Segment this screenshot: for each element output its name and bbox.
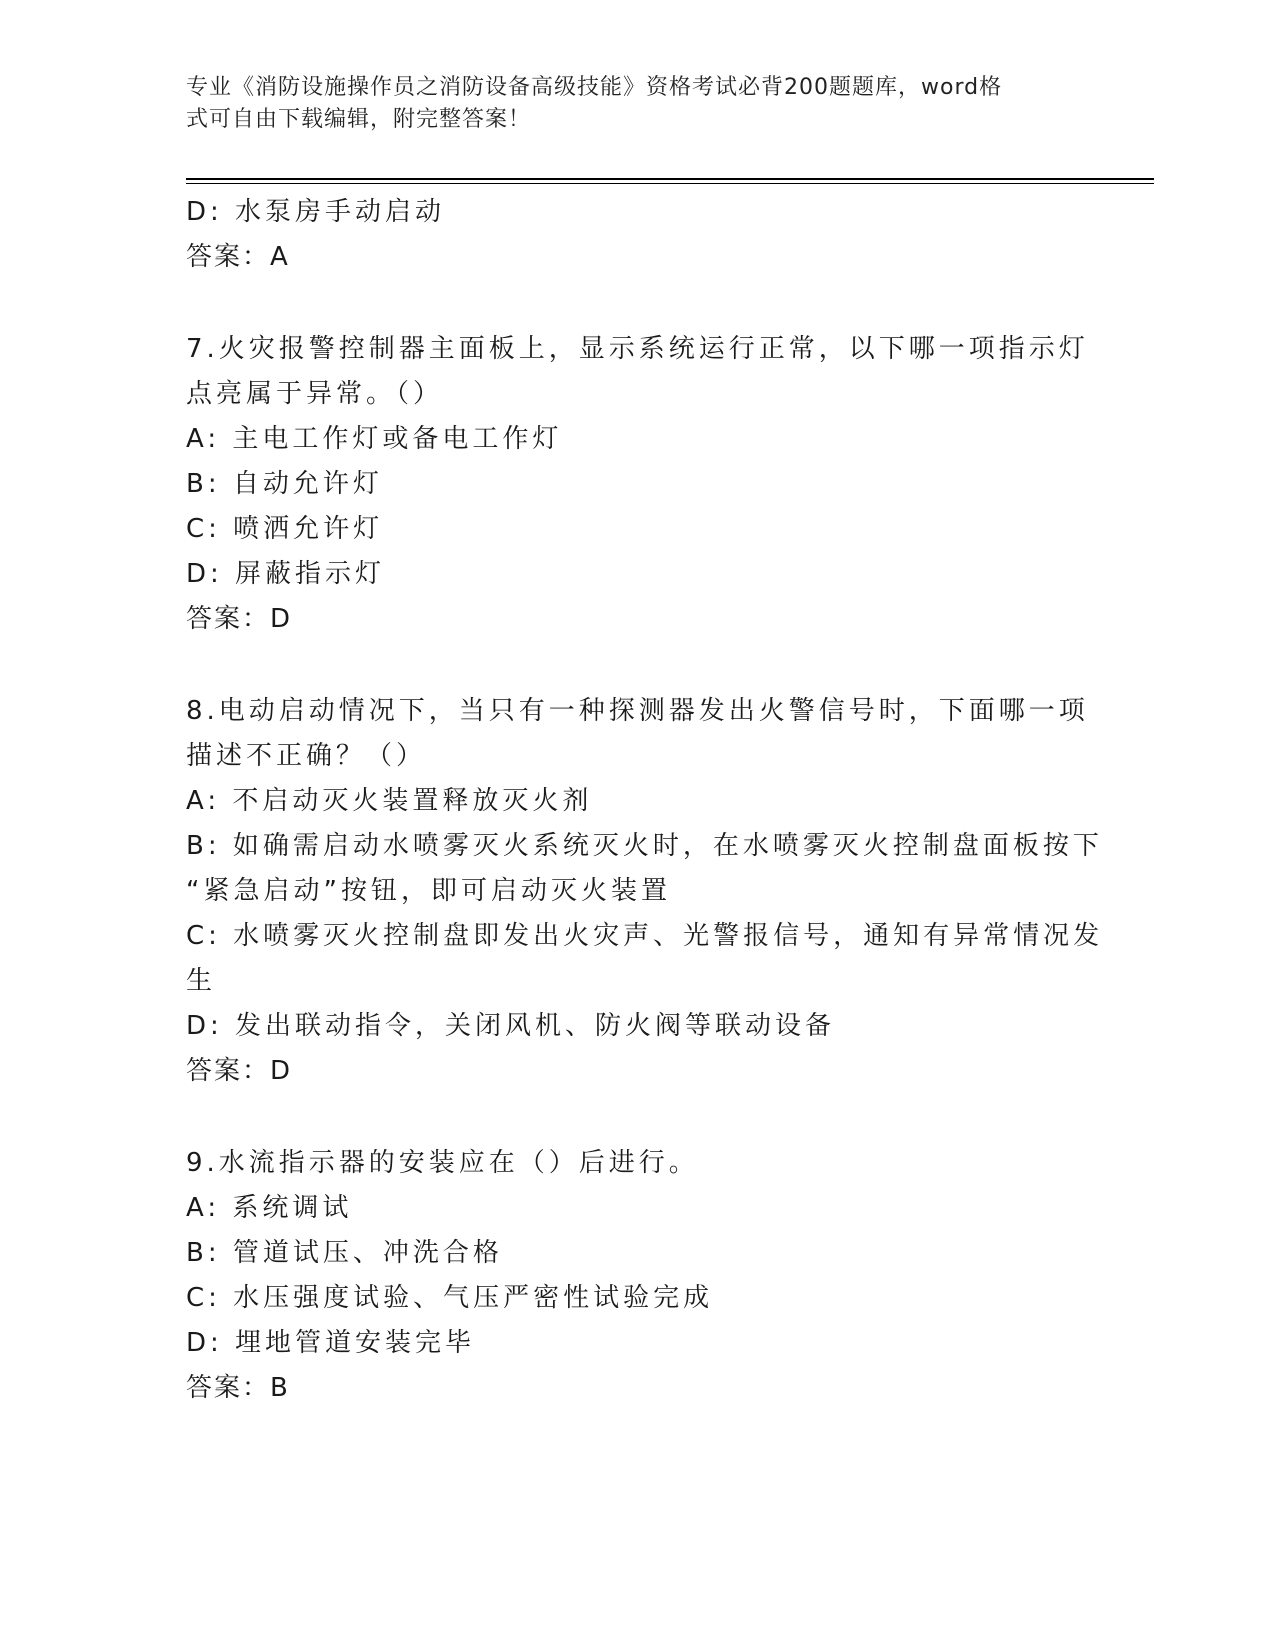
question-8 [186,689,1104,1094]
question-stem: 9.水流指示器的安装应在（）后进行。 [186,1148,699,1178]
option-b: B: 如确需启动水喷雾灭火系统灭火时，在水喷雾灭火控制盘面板按下 [186,831,1103,861]
header-rule-thick [186,178,1154,180]
answer: 答案：D [186,604,293,634]
question-stem: 7.火灾报警控制器主面板上，显示系统运行正常，以下哪一项指示灯 [186,334,1089,364]
spacer [186,642,1086,689]
header-rule-thin [186,183,1154,184]
option-c-continued: 生 [186,966,217,996]
question-7 [186,327,1089,642]
option-c: C: 水压强度试验、气压严密性试验完成 [186,1283,714,1313]
option-a: A: 系统调试 [186,1193,353,1223]
option-c: C: 喷洒允许灯 [186,514,384,544]
header-line-1: 专业《消防设施操作员之消防设备高级技能》资格考试必背200题题库，word格 [186,75,1003,100]
question-6-tail [186,190,1086,280]
question-stem: 描述不正确？（） [186,741,427,771]
option-a: A: 不启动灭火装置释放灭火剂 [186,786,593,816]
question-9 [186,1141,1086,1411]
option-d: D: 埋地管道安装完毕 [186,1328,476,1358]
answer: 答案：D [186,1056,293,1086]
option-b-continued: “紧急启动”按钮，即可启动灭火装置 [186,876,671,906]
option-a: A: 主电工作灯或备电工作灯 [186,424,563,454]
option-b: B: 管道试压、冲洗合格 [186,1238,503,1268]
question-stem: 8.电动启动情况下，当只有一种探测器发出火警信号时，下面哪一项 [186,696,1089,726]
option-d: D: 屏蔽指示灯 [186,559,386,589]
spacer [186,280,1086,327]
answer: 答案：A [186,242,290,272]
header-line-2: 式可自由下载编辑，附完整答案！ [186,107,532,132]
spacer [186,1094,1086,1141]
option-d: D: 发出联动指令，关闭风机、防火阀等联动设备 [186,1011,836,1041]
document-body [186,190,1104,1411]
option-c: C: 水喷雾灭火控制盘即发出火灾声、光警报信号，通知有异常情况发 [186,921,1104,951]
option-b: B: 自动允许灯 [186,469,383,499]
question-stem: 点亮属于异常。（） [186,379,444,409]
answer: 答案：B [186,1373,290,1403]
option-d: D: 水泵房手动启动 [186,197,446,227]
document-header [186,72,1066,136]
